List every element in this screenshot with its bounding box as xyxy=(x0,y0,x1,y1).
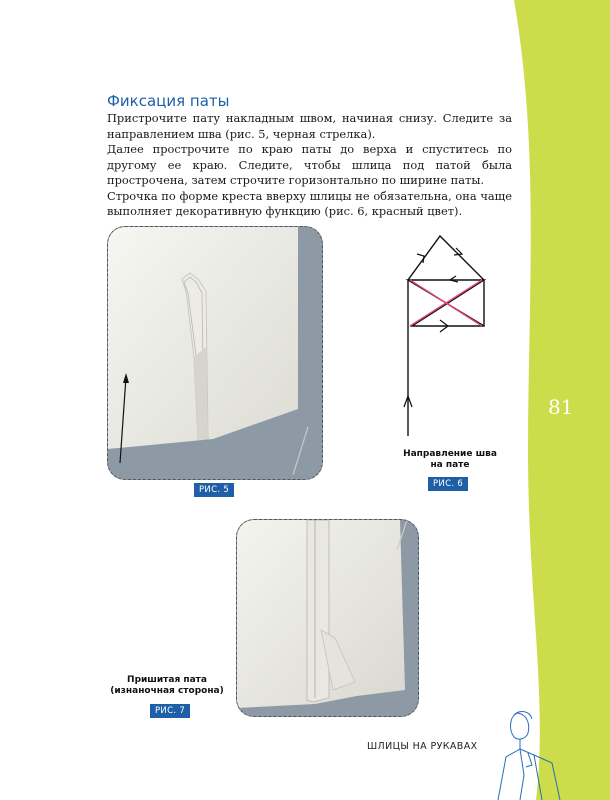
fig6-caption-line1: Направление шва xyxy=(403,449,497,459)
running-footer: ШЛИЦЫ НА РУКАВАХ xyxy=(367,741,478,752)
fig5-photo xyxy=(107,226,323,480)
fashion-sketch-illustration xyxy=(490,705,570,800)
fig7-label: РИС. 7 xyxy=(150,704,190,718)
fig7-caption xyxy=(104,675,230,697)
fig7-photo xyxy=(236,519,419,717)
body-text xyxy=(107,111,512,220)
page-number: 81 xyxy=(548,395,574,419)
fig7-caption-line1: Пришитая пата xyxy=(127,675,207,685)
fig6-caption-line2: на пате xyxy=(430,460,470,470)
fig6-diagram xyxy=(396,222,496,444)
paragraph-3: Строчка по форме креста вверху шлицы не обязательна, она чаще выполняет декоративную функцию (рис. 6, красный цвет). xyxy=(107,188,512,218)
paragraph-1: Пристрочите пату накладным швом, начиная снизу. Следите за направлением шва (рис. 5, черная стрелка). xyxy=(107,111,512,141)
fig5-label: РИС. 5 xyxy=(194,483,234,497)
section-title: Фиксация паты xyxy=(107,92,230,110)
paragraph-2: Далее прострочите по краю паты до верха и спуститесь по другому ее краю. Следите, чтобы шлица под патой была прострочена, затем строчите горизонтально по ширине паты. xyxy=(107,142,512,187)
fig6-caption xyxy=(395,449,505,471)
fig6-label: РИС. 6 xyxy=(428,477,468,491)
fig7-caption-line2: (изнаночная сторона) xyxy=(110,686,224,696)
